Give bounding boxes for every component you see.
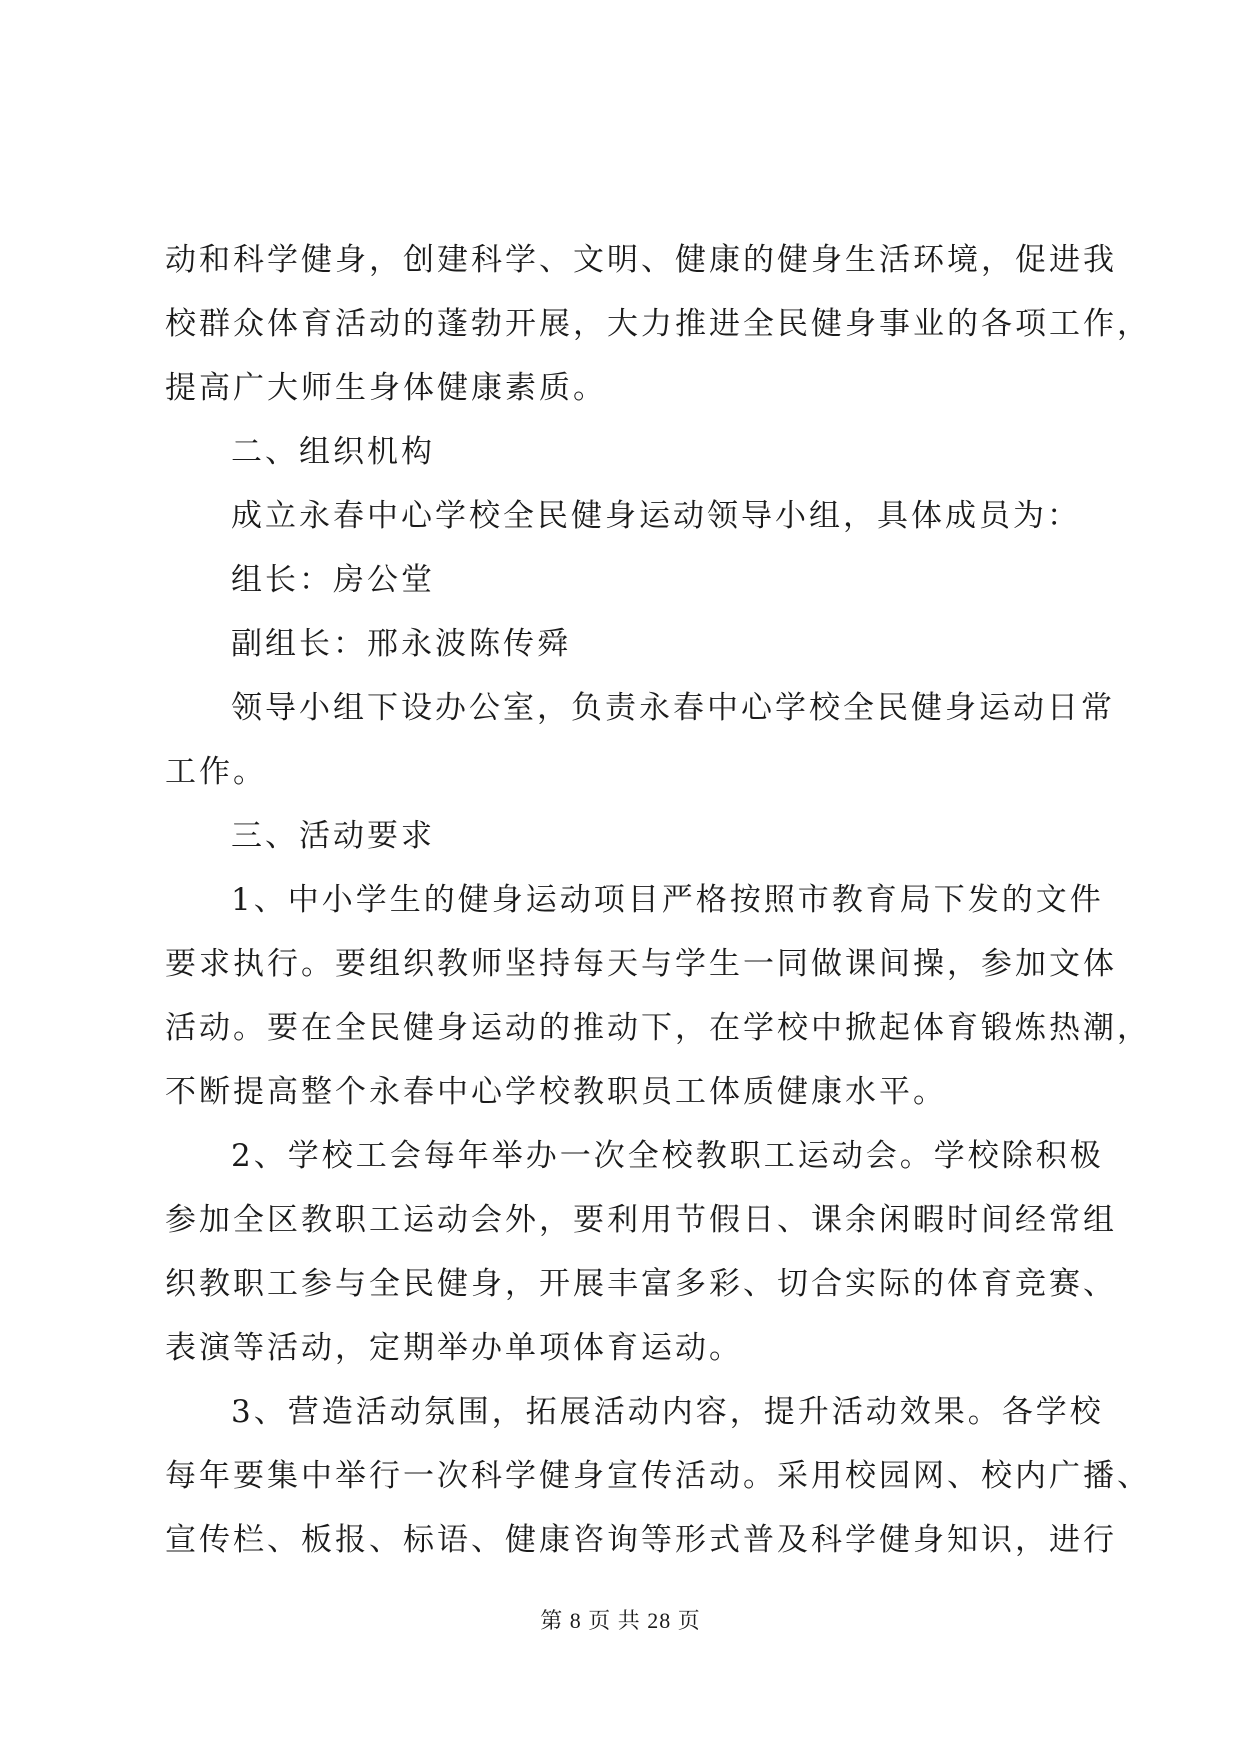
text-line: 2、学校工会每年举办一次全校教职工运动会。学校除积极 [231,1138,1104,1174]
text-line: 提高广大师生身体健康素质。 [165,370,607,406]
text-line: 组长：房公堂 [231,562,435,598]
text-line: 每年要集中举行一次科学健身宣传活动。采用校园网、校内广播、 [165,1458,1151,1494]
text-line: 不断提高整个永春中心学校教职员工体质健康水平。 [165,1074,947,1110]
text-line: 1、中小学生的健身运动项目严格按照市教育局下发的文件 [231,882,1104,918]
text-line: 要求执行。要组织教师坚持每天与学生一同做课间操，参加文体 [165,946,1117,982]
text-line: 动和科学健身，创建科学、文明、健康的健身生活环境，促进我 [165,242,1117,278]
section-heading: 二、组织机构 [231,434,435,470]
text-line: 校群众体育活动的蓬勃开展，大力推进全民健身事业的各项工作， [165,306,1151,342]
text-line: 参加全区教职工运动会外，要利用节假日、课余闲暇时间经常组 [165,1202,1117,1238]
text-line: 工作。 [165,754,267,790]
text-line: 宣传栏、板报、标语、健康咨询等形式普及科学健身知识，进行 [165,1522,1117,1558]
text-line: 活动。要在全民健身运动的推动下，在学校中掀起体育锻炼热潮， [165,1010,1151,1046]
page-number-footer: 第 8 页 共 28 页 [540,1608,701,1633]
text-line: 领导小组下设办公室，负责永春中心学校全民健身运动日常 [231,690,1115,726]
text-line: 表演等活动，定期举办单项体育运动。 [165,1330,743,1366]
text-line: 3、营造活动氛围，拓展活动内容，提升活动效果。各学校 [231,1394,1104,1430]
text-line: 织教职工参与全民健身，开展丰富多彩、切合实际的体育竞赛、 [165,1266,1117,1302]
body-text [165,228,1151,1572]
section-heading: 三、活动要求 [231,818,435,854]
text-line: 成立永春中心学校全民健身运动领导小组，具体成员为： [231,498,1081,534]
text-line: 副组长：邢永波陈传舜 [231,626,571,662]
